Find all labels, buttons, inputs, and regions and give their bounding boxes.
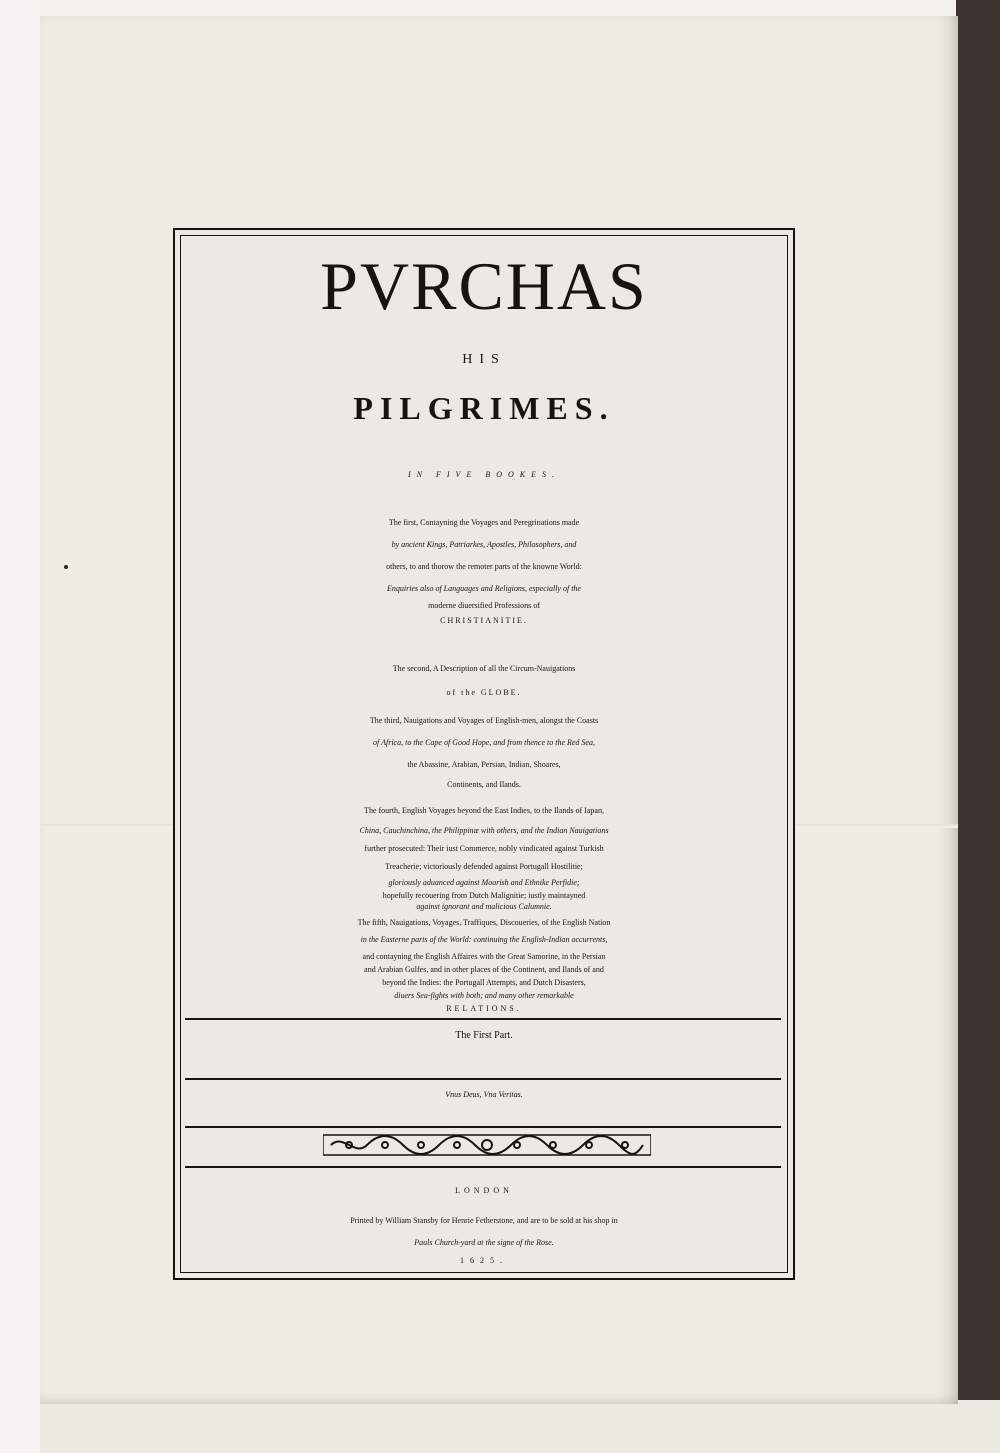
book5-line: and Arabian Gulfes, and in other places of the Continent, and Ilands of and: [364, 965, 604, 974]
book5-line: The fifth, Nauigations, Voyages, Traffiques, Discoueries, of the English Nation: [357, 918, 611, 927]
printers-ornament: [323, 1133, 651, 1157]
table-surface-left: [0, 0, 40, 1453]
book5-line: beyond the Indies: the Portugall Attempts, and Dutch Disasters,: [382, 978, 586, 987]
book2-line: of the GLOBE.: [446, 688, 522, 697]
book4-line: gloriously aduanced against Moorish and Ethnike Perfidie;: [388, 878, 580, 887]
book3-line: Continents, and Ilands.: [447, 780, 521, 789]
book4-line: hopefully recouering from Dutch Malignitie; iustly maintayned: [382, 891, 586, 900]
table-surface-right: [956, 0, 1000, 1453]
paper-speck: [64, 565, 68, 569]
imprint-line: Printed by William Stansby for Henrie Fetherstone, and are to be sold at his shop in: [350, 1216, 618, 1225]
in-five-bookes: IN FIVE BOOKES.: [408, 470, 560, 479]
divider-rule: [185, 1166, 781, 1168]
imprint-line: Pauls Church-yard at the signe of the Rose.: [414, 1238, 554, 1247]
book4-line: against ignorant and malicious Calumnie.: [416, 902, 552, 911]
main-title: PVRCHAS: [320, 248, 648, 324]
book3-line: the Abassine, Arabian, Persian, Indian, Shoares,: [407, 760, 561, 769]
imprint-year: 1625.: [460, 1256, 508, 1265]
book3-line: of Africa, to the Cape of Good Hope, and from thence to the Red Sea,: [373, 738, 595, 747]
book-page-bottom: [40, 1400, 1000, 1453]
book5-line: diuers Sea-fights with both; and many other remarkable: [394, 991, 574, 1000]
book1-line: CHRISTIANITIE.: [440, 616, 528, 625]
book1-line: Enquiries also of Languages and Religions, especially of the: [387, 584, 581, 593]
book1-line: others, to and thorow the remoter parts of the knowne World:: [386, 562, 582, 571]
book4-line: further prosecuted: Their iust Commerce, nobly vindicated against Turkish: [364, 844, 604, 853]
title-page-frame: [173, 228, 795, 1280]
divider-rule: [185, 1078, 781, 1080]
book1-line: moderne diuersified Professions of: [428, 601, 540, 610]
book5-line: in the Easterne parts of the World: continuing the English-Indian occurrents,: [360, 935, 608, 944]
divider-rule: [185, 1018, 781, 1020]
title-his: HIS: [462, 352, 506, 367]
part-heading: The First Part.: [455, 1030, 513, 1041]
book2-line: The second, A Description of all the Circum-Nauigations: [392, 664, 576, 673]
divider-rule: [185, 1126, 781, 1128]
book1-line: The first, Contayning the Voyages and Peregrinations made: [388, 518, 580, 527]
imprint-city: LONDON: [455, 1186, 513, 1195]
book4-line: China, Cauchinchina, the Philippinæ with others, and the Indian Nauigations: [359, 826, 609, 835]
book4-line: The fourth, English Voyages beyond the East Indies, to the Ilands of Iapan,: [364, 806, 604, 815]
book5-line: RELATIONS.: [446, 1004, 522, 1013]
book3-line: The third, Nauigations and Voyages of English-men, alongst the Coasts: [369, 716, 599, 725]
book5-line: and contayning the English Affaires with the Great Samorine, in the Persian: [362, 952, 606, 961]
motto: Vnus Deus, Vna Veritas.: [445, 1090, 523, 1099]
subtitle: PILGRIMES.: [353, 390, 615, 426]
book1-line: by ancient Kings, Patriarkes, Apostles, Philosophers, and: [391, 540, 577, 549]
book4-line: Treacherie; victoriously defended against Portugall Hostilitie;: [385, 862, 583, 871]
